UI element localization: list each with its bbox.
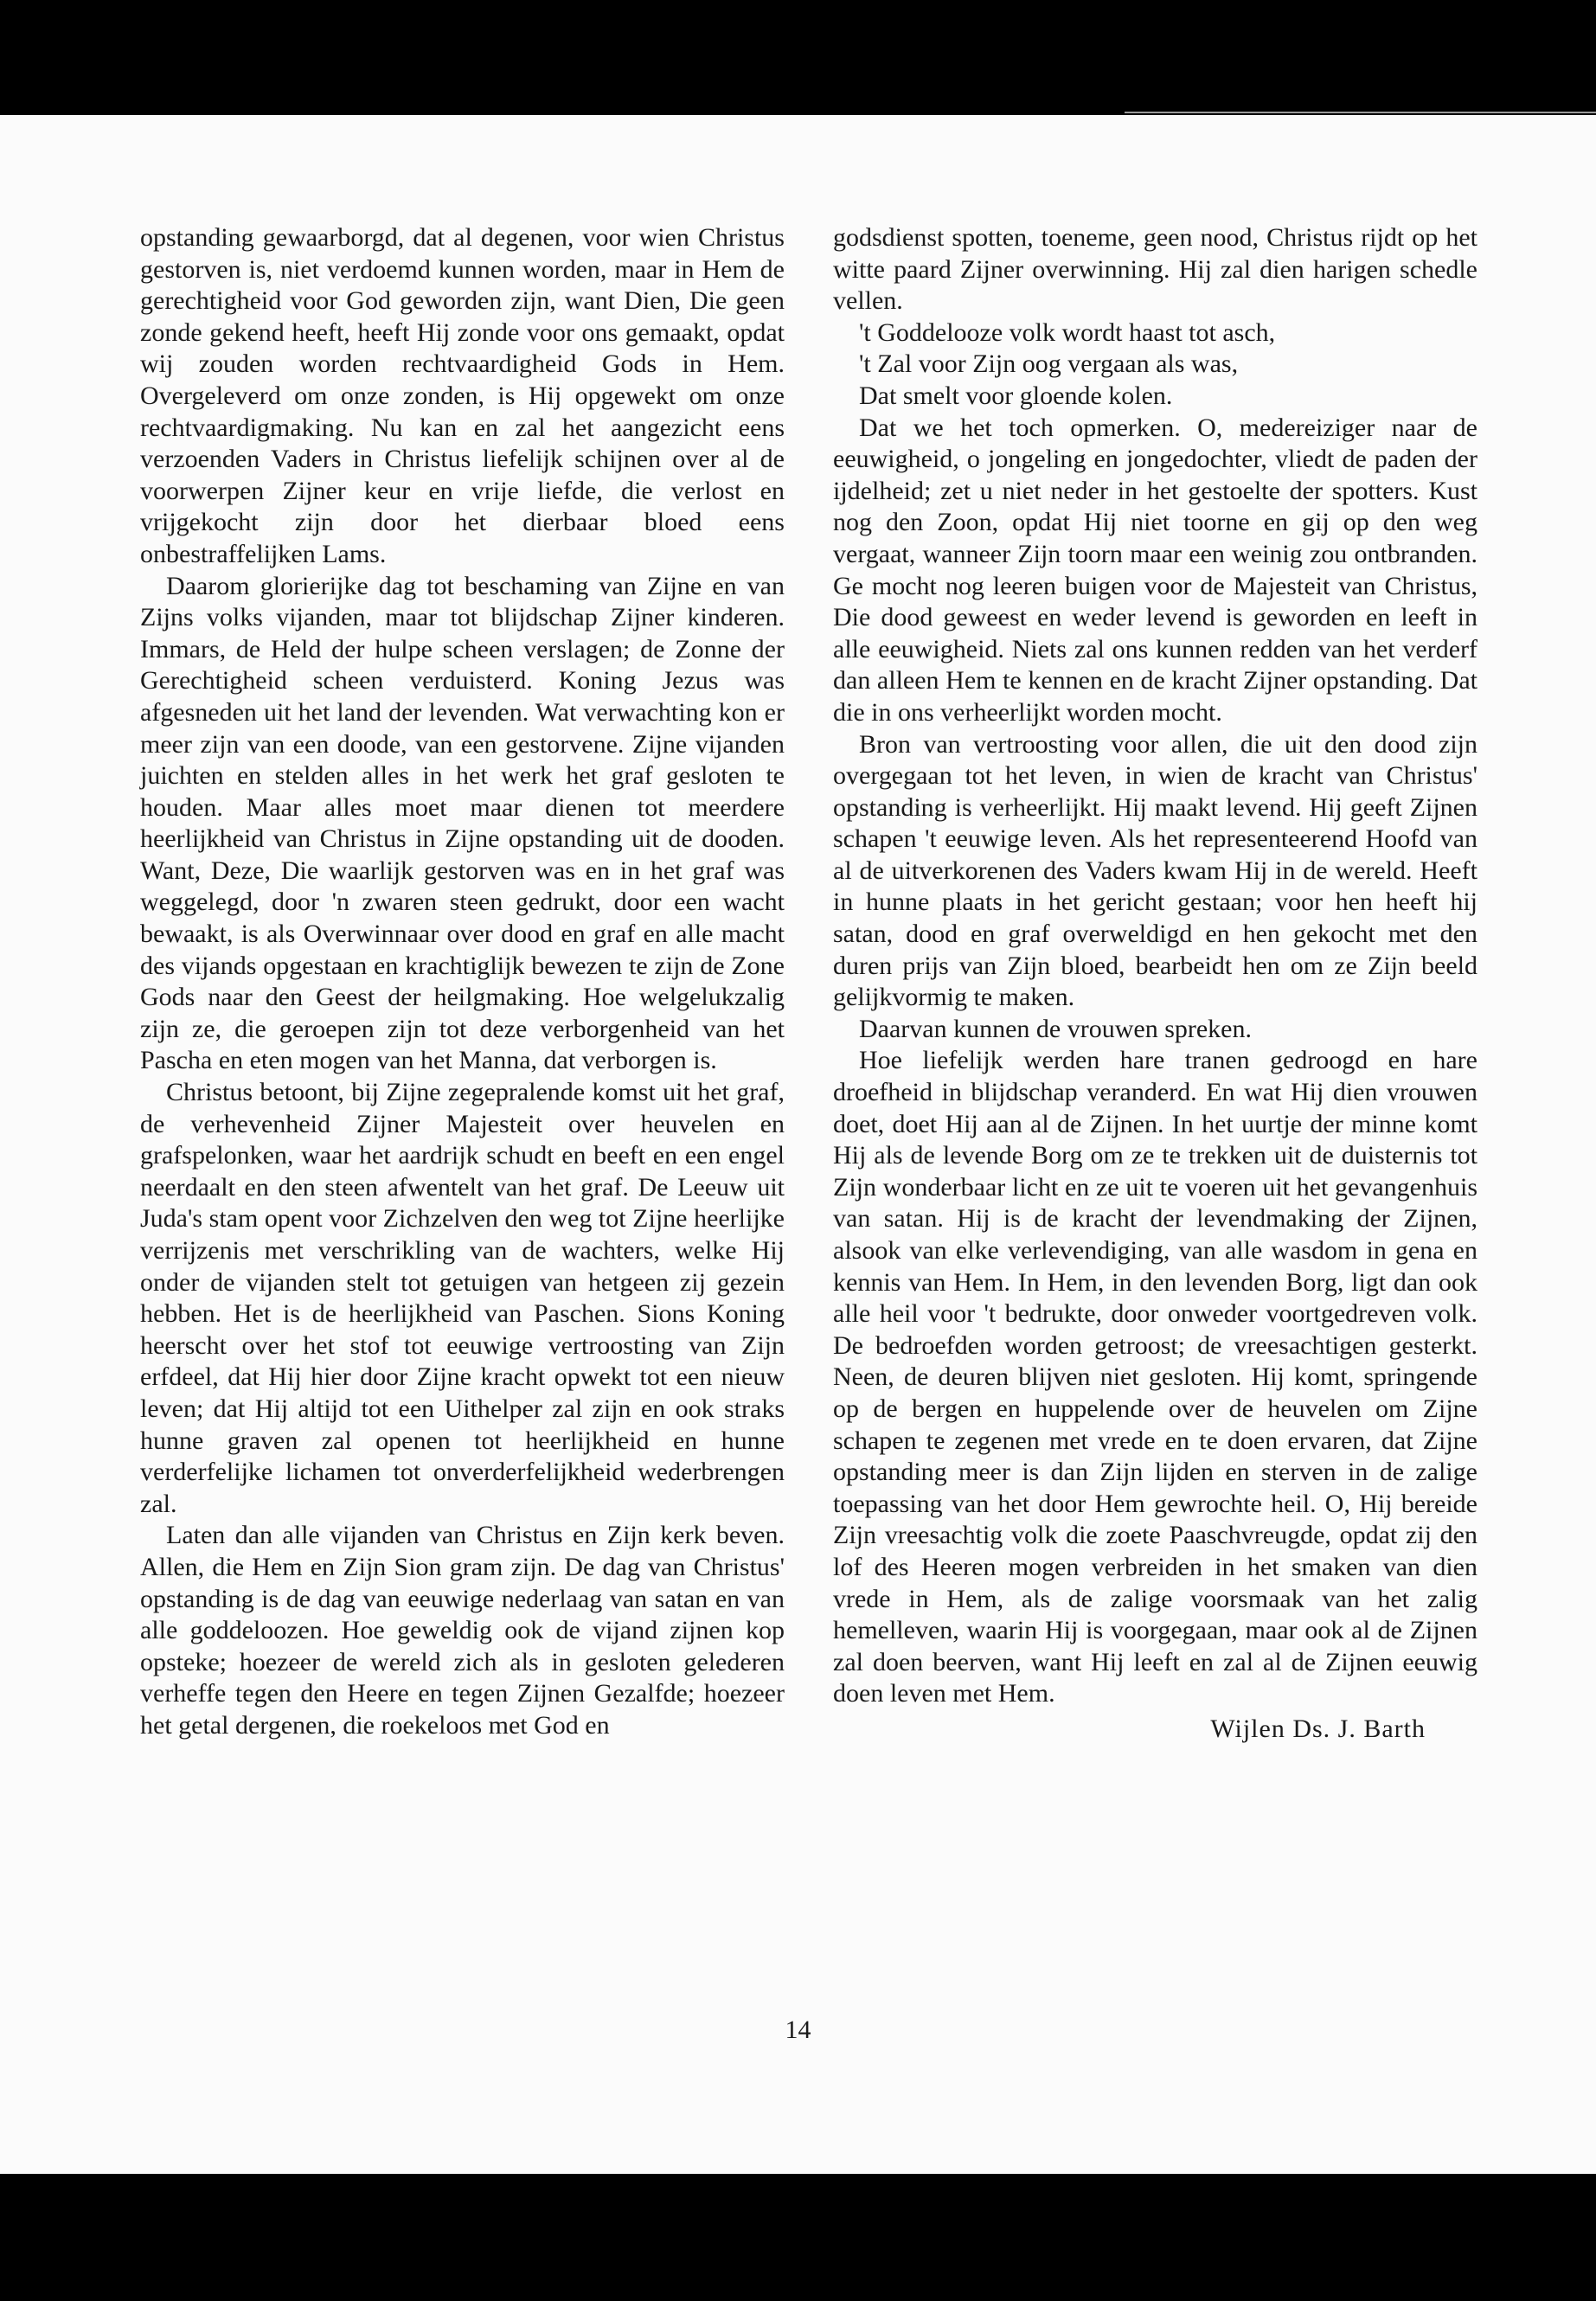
verse-line: 't Goddelooze volk wordt haast tot asch,: [859, 317, 1276, 347]
verse-quote: [833, 317, 1477, 413]
paragraph: Christus betoont, bij Zijne zegepralende komst uit het graf, de verhevenheid Zijner Majesteit over heuvelen en grafspelonken, waar het aardrijk schudt en beeft en een engel neerdaalt en den steen afwentelt van het graf. De Leeuw uit Juda's stam opent voor Zichzelven den weg tot Zijne heerlijke verrijzenis met verschrikling van de wachters, welke Hij onder de vijanden stelt tot getuigen van hetgeen zij gezein hebben. Het is de heerlijkheid van Paschen. Sions Koning heerscht over het stof tot eeuwige vertroosting van Zijn erfdeel, dat Hij hier door Zijne kracht opwekt tot een nieuw leven; dat Hij altijd tot een Uithelper zal zijn en ook straks hunne graven zal openen tot heerlijkheid en hunne verderfelijke lichamen tot onverderfelijkheid wederbrengen zal.: [140, 1078, 785, 1518]
paragraph: Daarvan kunnen de vrouwen spreken.: [859, 1014, 1252, 1043]
right-column: [833, 222, 1477, 1746]
paragraph: Hoe liefelijk werden hare tranen gedroogd en hare droefheid in blijdschap veranderd. En wat Hij dien vrouwen doet, doet Hij aan al de Zijnen. In het uurtje der minne komt Hij als de levende Borg om ze te trekken uit de duisternis tot Zijn wonderbaar licht en ze uit te voeren uit het gevangenhuis van satan. Hij is de kracht der levendmaking der Zijnen, alsook van elke verlevendiging, van alle wasdom in gena en kennis van Hem. In Hem, in den levenden Borg, ligt dan ook alle heil voor 't bedrukte, door onweder voortgedreven volk. De bedroefden worden getroost; de vreesachtigen gesterkt. Neen, de deuren blijven niet gesloten. Hij komt, springende op de bergen en huppelende over de heuvelen om Zijne schapen te zegenen met vrede en te doen ervaren, dat Zijne opstanding meer is dan Zijn lijden en sterven in de zalige toepassing van het door Hem gewrochte heil. O, Hij bereide Zijn vreesachtig volk die zoete Paaschvreugde, opdat zij den lof des Heeren mogen verbreiden in het smaken van dien vrede in Hem, als de zalige voorsmaak van het zalig hemelleven, waarin Hij is voorgegaan, maar ook al de Zijnen zal doen beerven, want Hij leeft en zal al de Zijnen eeuwig doen leven met Hem.: [833, 1046, 1477, 1708]
top-rule: [1125, 112, 1596, 113]
paragraph: godsdienst spotten, toeneme, geen nood, Christus rijdt op het witte paard Zijner overwinning. Hij zal dien harigen schedle vellen.: [833, 223, 1477, 316]
paragraph: opstanding gewaarborgd, dat al degenen, voor wien Christus gestorven is, niet verdoemd kunnen worden, maar in Hem de gerechtigheid voor God geworden zijn, want Dien, Die geen zonde gekend heeft, heeft Hij zonde voor ons gemaakt, opdat wij zouden worden rechtvaardigheid Gods in Hem. Overgeleverd om onze zonden, is Hij opgewekt om onze rechtvaardigmaking. Nu kan en zal het aangezicht eens verzoenden Vaders in Christus liefelijk schijnen over al de voorwerpen Zijner keur en vrije liefde, die verlost en vrijgekocht zijn door het dierbaar bloed eens onbestraffelijken Lams.: [140, 223, 785, 568]
paragraph: Dat we het toch opmerken. O, medereiziger naar de eeuwigheid, o jongeling en jongedochter, vliedt de paden der ijdelheid; zet u niet neder in het gestoelte der spotters. Kust nog den Zoon, opdat Hij niet toorne en gij op den weg vergaat, wanneer Zijn toorn maar een weinig zou ontbranden. Ge mocht nog leeren buigen voor de Majesteit van Christus, Die dood geweest en weder levend is geworden en leeft in alle eeuwigheid. Niets zal ons kunnen redden van het verderf dan alleen Hem te kennen en de kracht Zijner opstanding. Dat die in ons verheerlijkt worden mocht.: [833, 413, 1477, 727]
paragraph: Laten dan alle vijanden van Christus en Zijn kerk beven. Allen, die Hem en Zijn Sion gram zijn. De dag van Christus' opstanding is de dag van eeuwige nederlaag van satan en van alle goddeloozen. Hoe geweldig ook de vijand zijnen kop opsteke; hoezeer de wereld zich als in gesloten gelederen verheffe tegen den Heere en tegen Zijnen Gezalfde; hoezeer het getal dergenen, die roekeloos met God en: [140, 1521, 785, 1740]
verse-line: Dat smelt voor gloende kolen.: [859, 381, 1173, 410]
verse-line: 't Zal voor Zijn oog vergaan als was,: [859, 349, 1239, 379]
paragraph: Bron van vertroosting voor allen, die uit den dood zijn overgegaan tot het leven, in wien de kracht van Christus' opstanding is verheerlijkt. Hij maakt levend. Hij geeft Zijnen schapen 't eeuwige leven. Als het representeerend Hoofd van al de uitverkorenen des Vaders kwam Hij in de wereld. Heeft in hunne plaats in het gericht gestaan; voor hen heeft hij satan, dood en graf overweldigd en hen gekocht met den duren prijs van Zijn bloed, bearbeidt hen om ze Zijn beeld gelijkvormig te maken.: [833, 729, 1477, 1012]
page-number: 14: [785, 2016, 811, 2044]
paragraph: Daarom glorierijke dag tot beschaming van Zijne en van Zijns volks vijanden, maar tot blijdschap Zijner kinderen. Immars, de Held der hulpe scheen verslagen; de Zonne der Gerechtigheid scheen verduisterd. Koning Jezus was afgesneden uit het land der levenden. Wat verwachting kon er meer zijn van een doode, van een gestorvene. Zijne vijanden juichten en stelden alles in het werk het graf gesloten te houden. Maar alles moet maar dienen tot meerdere heerlijkheid van Christus in Zijne opstanding uit de dooden. Want, Deze, Die waarlijk gestorven was en in het graf was weggelegd, door 'n zwaren steen gedrukt, door een wacht bewaakt, is als Overwinnaar over dood en graf en alle macht des vijands opgestaan en krachtiglijk bewezen te zijn de Zone Gods naar den Geest der heilgmaking. Hoe welgelukzalig zijn ze, die geroepen zijn tot deze verborgenheid van het Pascha en eten mogen van het Manna, dat verborgen is.: [140, 571, 785, 1075]
left-column: [140, 222, 785, 1742]
author-signature: Wijlen Ds. J. Barth: [1210, 1714, 1426, 1743]
